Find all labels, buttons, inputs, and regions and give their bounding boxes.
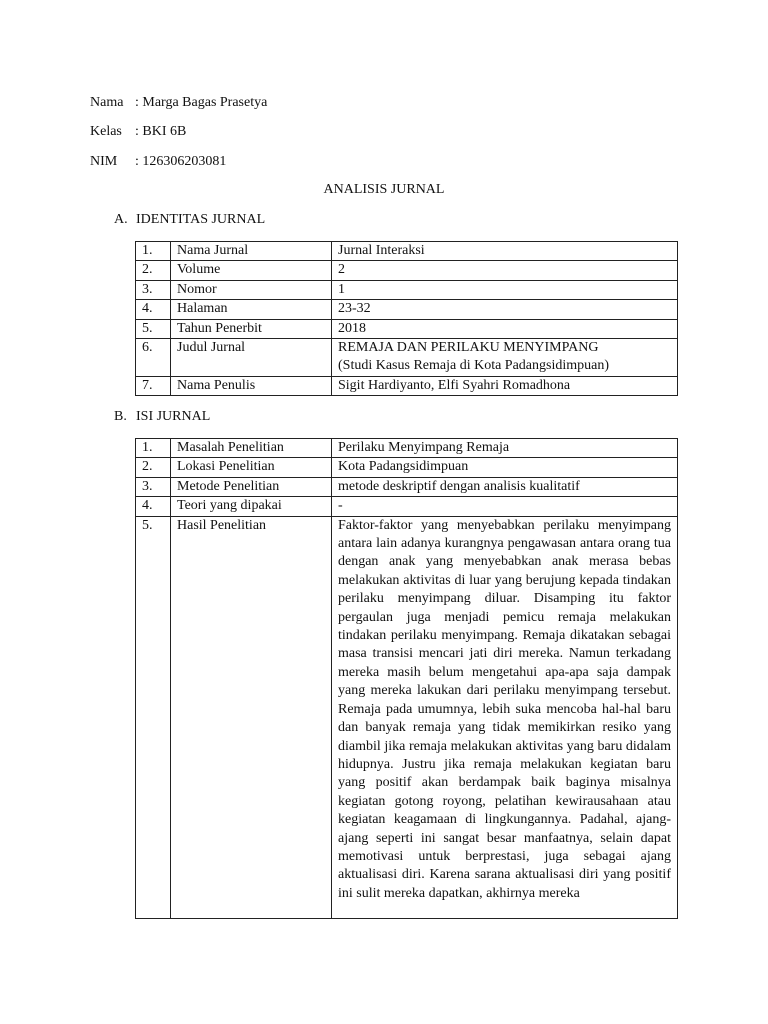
info-row-nim [90,153,226,171]
row-label: Nama Jurnal [171,242,332,261]
row-number: 6. [136,339,171,377]
nama-label: Nama [90,95,124,110]
row-label: Masalah Penelitian [171,439,332,458]
row-label: Hasil Penelitian [171,516,332,918]
table-row [136,280,678,299]
row-label: Halaman [171,300,332,319]
section-b-title: ISI JURNAL [136,409,211,424]
table-row [136,261,678,280]
row-label: Volume [171,261,332,280]
kelas-value: : BKI 6B [135,124,187,139]
row-value [332,339,678,377]
table-row [136,339,678,377]
table-row [136,497,678,516]
table-row [136,458,678,477]
row-label: Tahun Penerbit [171,319,332,338]
judul-line-2: (Studi Kasus Remaja di Kota Padangsidimpuan) [338,358,610,374]
row-number: 2. [136,458,171,477]
row-label: Nama Penulis [171,376,332,395]
table-row [136,300,678,319]
table-row [136,319,678,338]
row-label: Nomor [171,280,332,299]
row-value: 1 [332,280,678,299]
row-value: Kota Padangsidimpuan [332,458,678,477]
row-number: 2. [136,261,171,280]
section-b-letter: B. [114,409,127,424]
row-value [332,516,678,918]
hasil-penelitian-text: Faktor-faktor yang menyebabkan perilaku menyimpang antara lain adanya kurangnya pengawasan antara orang tua dengan anak yang menyebabkan anak merasa bebas melakukan aktivitas di luar yang berujung kepada tindakan perilaku menyimpang diluar. Disamping itu faktor pergaulan juga menjadi pemicu remaja melakukan tindakan perilaku menyimpang. Remaja dikatakan sebagai masa transisi mencari jati diri mereka. Namun terkadang mereka masih belum mengetahui apa-apa saja dampak yang mereka lakukan dari perilaku menyimpang tersebut. Remaja pada umumnya, lebih suka mencoba hal-hal baru dan banyak remaja yang tidak memikirkan resiko yang diambil jika remaja melakukan aktivitas yang baru didalam hidupnya. Justru jika remaja melakukan kegiatan baru yang positif akan berdampak baik baginya misalnya kegiatan gotong royong, pelatihan kewirausahaan atau kegiatan keagamaan di lingkungannya. Padahal, ajang-ajang seperti ini sangat besar manfaatnya, selain dapat memotivasi untuk berprestasi, juga sebagai ajang aktualisasi diri. Karena sarana aktualisasi diri yang positif ini sulit mereka dapatkan, akhirnya mereka [338,517,671,901]
row-label: Metode Penelitian [171,477,332,496]
nama-value: : Marga Bagas Prasetya [135,95,268,110]
row-value: 2 [332,261,678,280]
table-row [136,516,678,918]
section-a-letter: A. [114,212,128,227]
row-value: Sigit Hardiyanto, Elfi Syahri Romadhona [332,376,678,395]
row-number: 3. [136,477,171,496]
row-number: 3. [136,280,171,299]
row-value: 23-32 [332,300,678,319]
table-row [136,242,678,261]
row-number: 1. [136,439,171,458]
judul-line-1: REMAJA DAN PERILAKU MENYIMPANG [338,340,599,356]
row-number: 1. [136,242,171,261]
nim-label: NIM [90,154,118,169]
row-value: metode deskriptif dengan analisis kualitatif [332,477,678,496]
row-label: Teori yang dipakai [171,497,332,516]
identitas-jurnal-table [135,241,678,396]
row-value: Perilaku Menyimpang Remaja [332,439,678,458]
row-number: 4. [136,300,171,319]
row-number: 7. [136,376,171,395]
section-a-title: IDENTITAS JURNAL [136,212,266,227]
section-a-heading [114,212,265,228]
row-number: 5. [136,516,171,918]
section-b-heading [114,409,210,425]
nim-value: : 126306203081 [135,154,227,169]
document-title: ANALISIS JURNAL [323,182,445,197]
table-row [136,376,678,395]
row-number: 4. [136,497,171,516]
row-label: Lokasi Penelitian [171,458,332,477]
row-value: 2018 [332,319,678,338]
info-row-kelas [90,123,186,141]
info-row-nama [90,94,267,112]
kelas-label: Kelas [90,124,122,139]
row-value: - [332,497,678,516]
table-row [136,439,678,458]
isi-jurnal-table [135,438,678,919]
row-label: Judul Jurnal [171,339,332,377]
row-value: Jurnal Interaksi [332,242,678,261]
row-number: 5. [136,319,171,338]
table-row [136,477,678,496]
